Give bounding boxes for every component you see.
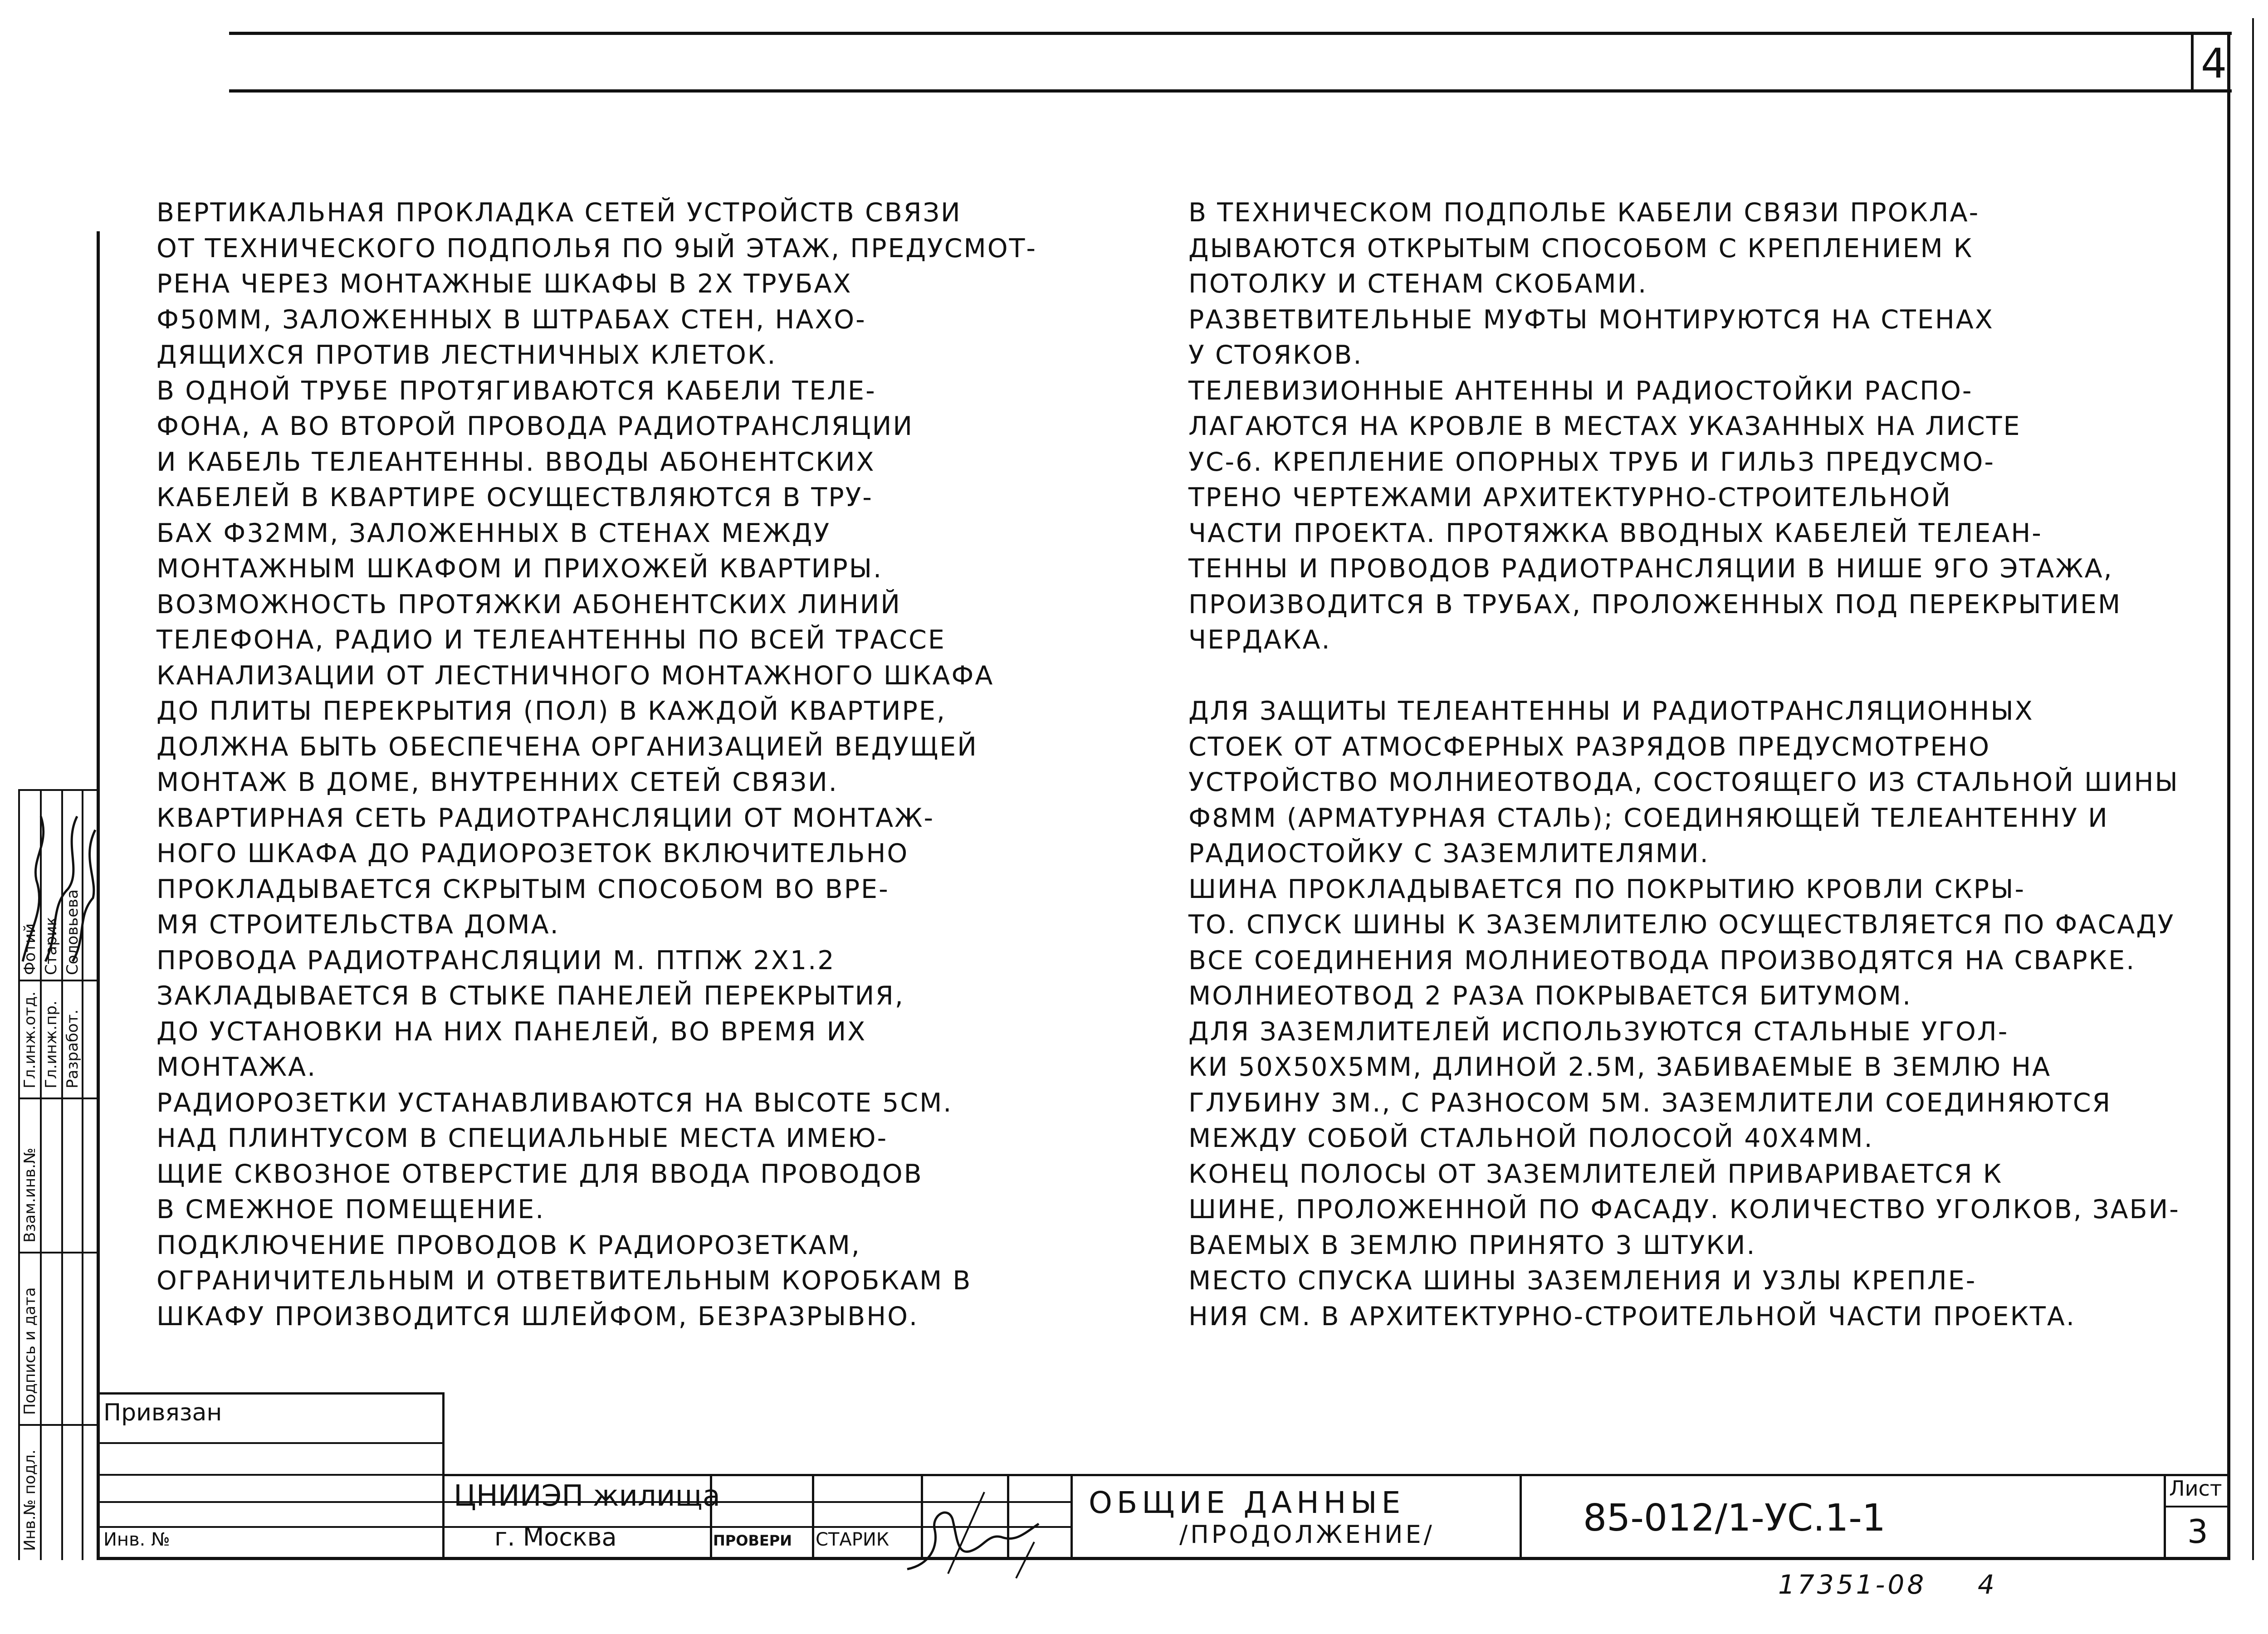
left-column-line: ЩИЕ СКВОЗНОЕ ОТВЕРСТИЕ ДЛЯ ВВОДА ПРОВОДОВ (156, 1159, 923, 1189)
stamp-name-3: Соловьева (64, 889, 82, 975)
left-column-line: РАДИОРОЗЕТКИ УСТАНАВЛИВАЮТСЯ НА ВЫСОТЕ 5СМ. (156, 1088, 953, 1118)
right-column-line: ВАЕМЫХ В ЗЕМЛЮ ПРИНЯТО 3 ШТУКИ. (1188, 1230, 1756, 1260)
right-column-line: КОНЕЦ ПОЛОСЫ ОТ ЗАЗЕМЛИТЕЛЕЙ ПРИВАРИВАЕТСЯ К (1188, 1159, 2003, 1189)
left-column-line: В СМЕЖНОЕ ПОМЕЩЕНИЕ. (156, 1195, 545, 1224)
right-column-line: НИЯ СМ. В АРХИТЕКТУРНО-СТРОИТЕЛЬНОЙ ЧАСТИ ПРОЕКТА. (1188, 1301, 2076, 1332)
right-column-line: ТЕННЫ И ПРОВОДОВ РАДИОТРАНСЛЯЦИИ В НИШЕ 9ГО ЭТАЖА, (1188, 554, 2113, 584)
left-column-line: МЯ СТРОИТЕЛЬСТВА ДОМА. (156, 910, 560, 940)
right-column-line: ДЛЯ ЗАЗЕМЛИТЕЛЕЙ ИСПОЛЬЗУЮТСЯ СТАЛЬНЫЕ УГОЛ- (1188, 1016, 2009, 1047)
right-column-line: У СТОЯКОВ. (1188, 340, 1363, 370)
left-column-line: ПРОКЛАДЫВАЕТСЯ СКРЫТЫМ СПОСОБОМ ВО ВРЕ- (156, 874, 890, 904)
left-column-line: ФОНА, А ВО ВТОРОЙ ПРОВОДА РАДИОТРАНСЛЯЦИИ (156, 411, 914, 441)
left-column-line: ТЕЛЕФОНА, РАДИО И ТЕЛЕАНТЕННЫ ПО ВСЕЙ ТРАССЕ (156, 625, 946, 655)
top-frame-line (229, 32, 2232, 35)
top-frame-line-2 (229, 89, 2232, 93)
right-column-line: РАЗВЕТВИТЕЛЬНЫЕ МУФТЫ МОНТИРУЮТСЯ НА СТЕНАХ (1188, 304, 1994, 335)
right-column-line: КИ 50Х50Х5ММ, ДЛИНОЙ 2.5М, ЗАБИВАЕМЫЕ В ЗЕМЛЮ НА (1188, 1052, 2052, 1082)
inv-no-label: Инв. № (103, 1529, 170, 1550)
right-column-line: ПОТОЛКУ И СТЕНАМ СКОБАМИ. (1188, 269, 1648, 299)
right-column-line: ЧАСТИ ПРОЕКТА. ПРОТЯЖКА ВВОДНЫХ КАБЕЛЕЙ ТЕЛЕАН- (1188, 518, 2043, 548)
right-column-line: РАДИОСТОЙКУ С ЗАЗЕМЛИТЕЛЯМИ. (1188, 839, 1710, 868)
left-column-line: В ОДНОЙ ТРУБЕ ПРОТЯГИВАЮТСЯ КАБЕЛИ ТЕЛЕ- (156, 376, 876, 406)
tb-vline-prover-right (812, 1474, 814, 1560)
tb-vline-date-right (1070, 1474, 1073, 1560)
tb-vline-code-right (2164, 1474, 2166, 1560)
tb-vline-title-right (1520, 1474, 1522, 1560)
right-column-line: ГЛУБИНУ 3М., С РАЗНОСОМ 5М. ЗАЗЕМЛИТЕЛИ СОЕДИНЯЮТСЯ (1188, 1088, 2112, 1118)
right-column-line: Ф8ММ (АРМАТУРНАЯ СТАЛЬ); СОЕДИНЯЮЩЕЙ ТЕЛЕАНТЕННУ И (1188, 803, 2109, 833)
page-number-box-left (2191, 32, 2194, 93)
side-stamp-signatures-icon (18, 789, 100, 980)
tb-sheet-sep (2164, 1506, 2230, 1507)
left-column-line: ВЕРТИКАЛЬНАЯ ПРОКЛАДКА СЕТЕЙ УСТРОЙСТВ СВЯЗИ (156, 198, 962, 228)
right-outer-line (2252, 18, 2254, 1560)
right-column-line: ДЫВАЮТСЯ ОТКРЫТЫМ СПОСОБОМ С КРЕПЛЕНИЕМ К (1188, 233, 1974, 263)
stamp-name-2: Старик (42, 917, 60, 975)
right-column-line: МЕСТО СПУСКА ШИНЫ ЗАЗЕМЛЕНИЯ И УЗЛЫ КРЕПЛЕ- (1188, 1266, 1977, 1296)
side-stamp-sep-2 (18, 1252, 100, 1254)
left-column-line: КАНАЛИЗАЦИИ ОТ ЛЕСТНИЧНОГО МОНТАЖНОГО ШКАФА (156, 660, 994, 691)
right-column-line: ЧЕРДАКА. (1188, 625, 1331, 655)
right-column-line: ТРЕНО ЧЕРТЕЖАМИ АРХИТЕКТУРНО-СТРОИТЕЛЬНОЙ (1188, 483, 1952, 512)
left-column-line: МОНТАЖНЫМ ШКАФОМ И ПРИХОЖЕЙ КВАРТИРЫ. (156, 554, 883, 584)
right-column-line: ЛАГАЮТСЯ НА КРОВЛЕ В МЕСТАХ УКАЗАННЫХ НА ЛИСТЕ (1188, 411, 2021, 441)
side-stamp-sep-3 (18, 1097, 100, 1099)
right-column-line: МЕЖДУ СОБОЙ СТАЛЬНОЙ ПОЛОСОЙ 40Х4ММ. (1188, 1123, 1874, 1153)
right-column-line: ШИНЕ, ПРОЛОЖЕННОЙ ПО ФАСАДУ. КОЛИЧЕСТВО УГОЛКОВ, ЗАБИ- (1188, 1195, 2180, 1224)
privyazan-label: Привязан (103, 1399, 222, 1426)
right-column-line: ПРОИЗВОДИТСЯ В ТРУБАХ, ПРОЛОЖЕННЫХ ПОД ПЕРЕКРЫТИЕМ (1188, 589, 2122, 619)
left-text-column (156, 195, 1037, 1334)
right-column-line (1188, 658, 2180, 694)
prover-name: СТАРИК (816, 1529, 890, 1550)
right-column-line: ТО. СПУСК ШИНЫ К ЗАЗЕМЛИТЕЛЮ ОСУЩЕСТВЛЯЕТСЯ ПО ФАСАДУ (1188, 910, 2175, 940)
right-column-line: ШИНА ПРОКЛАДЫВАЕТСЯ ПО ПОКРЫТИЮ КРОВЛИ СКРЫ- (1188, 874, 2026, 904)
left-column-line: ОТ ТЕХНИЧЕСКОГО ПОДПОЛЬЯ ПО 9ЫЙ ЭТАЖ, ПРЕДУСМОТ- (156, 233, 1037, 263)
right-text-column (1188, 195, 2180, 1334)
prover-role: ПРОВЕРИ (713, 1532, 792, 1549)
page-number: 4 (2201, 40, 2227, 88)
org-name: ЦНИИЭП жилища (454, 1479, 720, 1513)
stamp-vzam-inv: Взам.инв.№ (21, 1147, 39, 1243)
left-column-line: ЗАКЛАДЫВАЕТСЯ В СТЫКЕ ПАНЕЛЕЙ ПЕРЕКРЫТИЯ, (156, 981, 904, 1011)
left-column-line: КАБЕЛЕЙ В КВАРТИРЕ ОСУЩЕСТВЛЯЮТСЯ В ТРУ- (156, 483, 873, 512)
right-column-line: ДЛЯ ЗАЩИТЫ ТЕЛЕАНТЕННЫ И РАДИОТРАНСЛЯЦИОННЫХ (1188, 696, 2034, 726)
left-column-line: ДЯЩИХСЯ ПРОТИВ ЛЕСТНИЧНЫХ КЛЕТОК. (156, 340, 777, 370)
bottom-archive-suffix: 4 (1978, 1569, 1994, 1600)
left-column-line: И КАБЕЛЬ ТЕЛЕАНТЕННЫ. ВВОДЫ АБОНЕНТСКИХ (156, 447, 875, 477)
sheet-label: Лист (2169, 1476, 2222, 1501)
left-column-line: ОГРАНИЧИТЕЛЬНЫМ И ОТВЕТВИТЕЛЬНЫМ КОРОБКАМ В (156, 1266, 972, 1296)
tb-vline-privyazan-right (442, 1392, 445, 1560)
stamp-role-3: Разработ. (64, 1009, 82, 1088)
right-column-line: В ТЕХНИЧЕСКОМ ПОДПОЛЬЕ КАБЕЛИ СВЯЗИ ПРОКЛА- (1188, 198, 1980, 228)
left-column-line: Ф50ММ, ЗАЛОЖЕННЫХ В ШТРАБАХ СТЕН, НАХО- (156, 304, 866, 335)
left-column-line: МОНТАЖ В ДОМЕ, ВНУТРЕННИХ СЕТЕЙ СВЯЗИ. (156, 767, 838, 797)
stamp-role-1: Гл.инж.отд. (21, 991, 39, 1088)
left-column-line: НОГО ШКАФА ДО РАДИОРОЗЕТОК ВКЛЮЧИТЕЛЬНО (156, 839, 909, 868)
left-column-line: ДО ПЛИТЫ ПЕРЕКРЫТИЯ (ПОЛ) В КАЖДОЙ КВАРТИРЕ, (156, 696, 946, 726)
left-column-line: БАХ Ф32ММ, ЗАЛОЖЕННЫХ В СТЕНАХ МЕЖДУ (156, 518, 831, 548)
right-column-line: УС-6. КРЕПЛЕНИЕ ОПОРНЫХ ТРУБ И ГИЛЬЗ ПРЕДУСМО- (1188, 447, 1995, 477)
right-column-line: УСТРОЙСТВО МОЛНИЕОТВОДА, СОСТОЯЩЕГО ИЗ СТАЛЬНОЙ ШИНЫ (1188, 767, 2179, 797)
prover-signature-icon (880, 1478, 1070, 1583)
stamp-name-1: Фотий (21, 923, 39, 975)
side-stamp-sep-1 (18, 1424, 100, 1426)
left-column-line: ВОЗМОЖНОСТЬ ПРОТЯЖКИ АБОНЕНТСКИХ ЛИНИЙ (156, 589, 901, 619)
left-column-line: МОНТАЖА. (156, 1052, 317, 1082)
left-column-line: ПОДКЛЮЧЕНИЕ ПРОВОДОВ К РАДИОРОЗЕТКАМ, (156, 1230, 861, 1260)
right-frame-line (2227, 32, 2230, 1560)
left-column-line: КВАРТИРНАЯ СЕТЬ РАДИОТРАНСЛЯЦИИ ОТ МОНТАЖ- (156, 803, 935, 833)
stamp-podpis-data: Подпись и дата (21, 1287, 39, 1415)
bottom-frame-line (97, 1557, 2230, 1560)
side-stamp-sep-4 (18, 980, 100, 981)
sheet-number: 3 (2187, 1512, 2208, 1551)
bottom-archive-number: 17351-08 (1778, 1569, 1927, 1600)
tb-privyazan-sep (97, 1442, 444, 1444)
document-code: 85-012/1-УС.1-1 (1583, 1497, 1886, 1540)
left-column-line: НАД ПЛИНТУСОМ В СПЕЦИАЛЬНЫЕ МЕСТА ИМЕЮ- (156, 1123, 888, 1153)
stamp-inv-podl: Инв.№ подл. (21, 1449, 39, 1551)
left-column-line: ДОЛЖНА БЫТЬ ОБЕСПЕЧЕНА ОРГАНИЗАЦИЕЙ ВЕДУЩЕЙ (156, 732, 978, 762)
left-column-line: ШКАФУ ПРОИЗВОДИТСЯ ШЛЕЙФОМ, БЕЗРАЗРЫВНО. (156, 1301, 919, 1332)
right-column-line: СТОЕК ОТ АТМОСФЕРНЫХ РАЗРЯДОВ ПРЕДУСМОТРЕНО (1188, 732, 1991, 762)
stamp-role-2: Гл.инж.пр. (42, 1000, 60, 1088)
left-column-line: РЕНА ЧЕРЕЗ МОНТАЖНЫЕ ШКАФЫ В 2Х ТРУБАХ (156, 269, 852, 299)
org-city: г. Москва (494, 1523, 617, 1551)
sheet-title-line2: /ПРОДОЛЖЕНИЕ/ (1179, 1520, 1435, 1549)
sheet-title-line1: ОБЩИЕ ДАННЫЕ (1089, 1485, 1405, 1520)
right-column-line: ВСЕ СОЕДИНЕНИЯ МОЛНИЕОТВОДА ПРОИЗВОДЯТСЯ НА СВАРКЕ. (1188, 945, 2136, 976)
right-column-line: МОЛНИЕОТВОД 2 РАЗА ПОКРЫВАЕТСЯ БИТУМОМ. (1188, 981, 1912, 1011)
right-column-line: ТЕЛЕВИЗИОННЫЕ АНТЕННЫ И РАДИОСТОЙКИ РАСПО- (1188, 376, 1973, 406)
tb-top-line (97, 1392, 444, 1395)
left-column-line: ДО УСТАНОВКИ НА НИХ ПАНЕЛЕЙ, ВО ВРЕМЯ ИХ (156, 1016, 867, 1047)
left-column-line: ПРОВОДА РАДИОТРАНСЛЯЦИИ М. ПТПЖ 2Х1.2 (156, 945, 836, 976)
